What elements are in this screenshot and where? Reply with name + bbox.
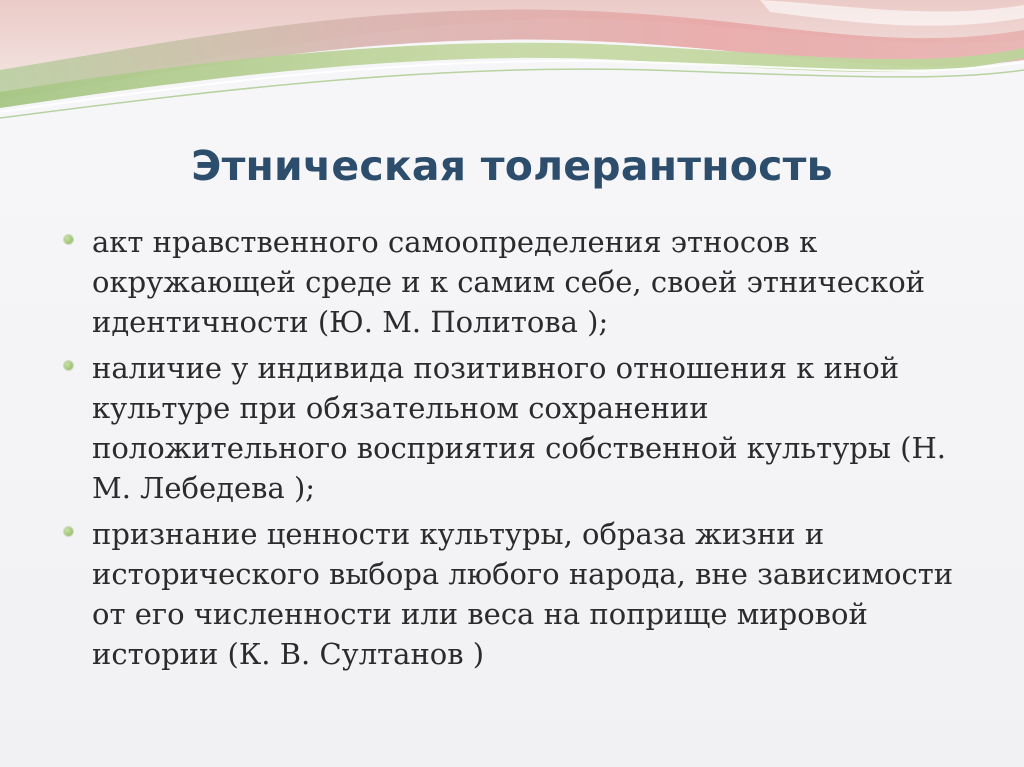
bullet-text: акт нравственного самоопределения этносов к окружающей среде и к самим себе, своей этнической идентичности (Ю. М. Политова ); [92, 225, 926, 339]
bullet-item-1 [60, 222, 960, 342]
bullet-item-3 [60, 514, 960, 674]
bullet-text: наличие у индивида позитивного отношения к иной культуре при обязательном сохранении положительного восприятия собственной культуры (Н. М. Лебедева ); [92, 351, 946, 505]
green-circle-bullet-icon [64, 235, 73, 244]
bullet-list [60, 222, 960, 680]
green-circle-bullet-icon [64, 527, 73, 536]
bullet-text: признание ценности культуры, образа жизни и исторического выбора любого народа, вне зависимости от его численности или веса на поприще мировой истории (К. В. Султанов ) [92, 517, 954, 671]
slide-title: Этническая толерантность [191, 142, 833, 190]
decorative-header-waves [0, 0, 1024, 130]
bullet-item-2 [60, 348, 960, 508]
green-circle-bullet-icon [64, 361, 73, 370]
